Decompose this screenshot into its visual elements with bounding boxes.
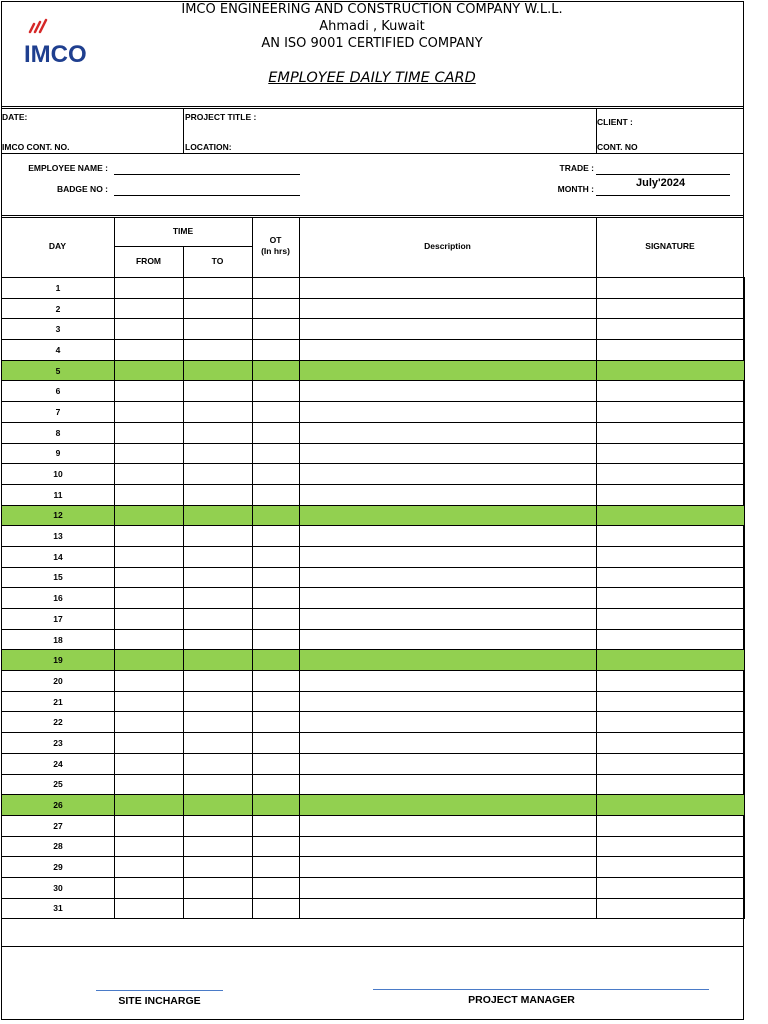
day-table bbox=[1, 277, 745, 919]
day-row bbox=[2, 671, 745, 692]
project-manager-label: PROJECT MANAGER bbox=[468, 994, 575, 1006]
to-cell[interactable] bbox=[184, 484, 253, 505]
day-number-cell: 18 bbox=[2, 629, 115, 650]
to-cell[interactable] bbox=[184, 588, 253, 609]
to-cell[interactable] bbox=[184, 381, 253, 402]
from-cell[interactable] bbox=[115, 877, 184, 898]
day-number-cell: 12 bbox=[2, 505, 115, 526]
from-cell[interactable] bbox=[115, 464, 184, 485]
day-number-cell: 15 bbox=[2, 567, 115, 588]
description-cell[interactable] bbox=[300, 753, 597, 774]
signature-cell[interactable] bbox=[597, 360, 745, 381]
day-row bbox=[2, 712, 745, 733]
ot-cell[interactable] bbox=[253, 340, 300, 361]
day-number-cell: 24 bbox=[2, 753, 115, 774]
day-number-cell: 26 bbox=[2, 795, 115, 816]
day-row bbox=[2, 526, 745, 547]
ot-cell[interactable] bbox=[253, 484, 300, 505]
to-cell[interactable] bbox=[184, 898, 253, 919]
from-cell[interactable] bbox=[115, 733, 184, 754]
ot-cell[interactable] bbox=[253, 443, 300, 464]
description-cell[interactable] bbox=[300, 712, 597, 733]
day-row bbox=[2, 505, 745, 526]
signature-cell[interactable] bbox=[597, 567, 745, 588]
to-cell[interactable] bbox=[184, 733, 253, 754]
logo-text: IMCO bbox=[24, 41, 87, 66]
description-cell[interactable] bbox=[300, 609, 597, 630]
description-cell[interactable] bbox=[300, 629, 597, 650]
to-cell[interactable] bbox=[184, 360, 253, 381]
signature-cell[interactable] bbox=[597, 629, 745, 650]
employee-name-label: EMPLOYEE NAME : bbox=[28, 163, 108, 173]
description-cell[interactable] bbox=[300, 898, 597, 919]
to-cell[interactable] bbox=[184, 815, 253, 836]
day-row bbox=[2, 567, 745, 588]
to-cell[interactable] bbox=[184, 836, 253, 857]
description-cell[interactable] bbox=[300, 360, 597, 381]
ot-cell[interactable] bbox=[253, 774, 300, 795]
from-header: FROM bbox=[135, 256, 162, 266]
day-row bbox=[2, 815, 745, 836]
to-cell[interactable] bbox=[184, 278, 253, 299]
day-row bbox=[2, 381, 745, 402]
day-row bbox=[2, 733, 745, 754]
day-row bbox=[2, 340, 745, 361]
day-number-cell: 21 bbox=[2, 691, 115, 712]
description-cell[interactable] bbox=[300, 484, 597, 505]
from-cell[interactable] bbox=[115, 443, 184, 464]
description-cell[interactable] bbox=[300, 671, 597, 692]
signature-cell[interactable] bbox=[597, 464, 745, 485]
month-value[interactable]: July'2024 bbox=[636, 177, 686, 189]
ot-cell[interactable] bbox=[253, 898, 300, 919]
divider bbox=[1, 153, 744, 154]
time-header: TIME bbox=[172, 226, 194, 236]
from-cell[interactable] bbox=[115, 671, 184, 692]
signature-cell[interactable] bbox=[597, 443, 745, 464]
from-cell[interactable] bbox=[115, 278, 184, 299]
to-cell[interactable] bbox=[184, 629, 253, 650]
to-cell[interactable] bbox=[184, 774, 253, 795]
to-cell[interactable] bbox=[184, 443, 253, 464]
ot-cell[interactable] bbox=[253, 691, 300, 712]
signature-cell[interactable] bbox=[597, 671, 745, 692]
description-cell[interactable] bbox=[300, 340, 597, 361]
signature-cell[interactable] bbox=[597, 774, 745, 795]
from-cell[interactable] bbox=[115, 774, 184, 795]
from-cell[interactable] bbox=[115, 815, 184, 836]
to-cell[interactable] bbox=[184, 857, 253, 878]
day-row bbox=[2, 609, 745, 630]
signature-header: SIGNATURE bbox=[645, 241, 695, 251]
ot-cell[interactable] bbox=[253, 278, 300, 299]
divider bbox=[1, 106, 744, 107]
from-cell[interactable] bbox=[115, 609, 184, 630]
description-cell[interactable] bbox=[300, 278, 597, 299]
day-row bbox=[2, 857, 745, 878]
to-cell[interactable] bbox=[184, 319, 253, 340]
day-number-cell: 17 bbox=[2, 609, 115, 630]
from-cell[interactable] bbox=[115, 712, 184, 733]
signature-cell[interactable] bbox=[597, 298, 745, 319]
from-cell[interactable] bbox=[115, 836, 184, 857]
from-cell[interactable] bbox=[115, 795, 184, 816]
description-cell[interactable] bbox=[300, 588, 597, 609]
from-cell[interactable] bbox=[115, 526, 184, 547]
description-cell[interactable] bbox=[300, 857, 597, 878]
day-number-cell: 20 bbox=[2, 671, 115, 692]
signature-cell[interactable] bbox=[597, 278, 745, 299]
day-row bbox=[2, 836, 745, 857]
day-row bbox=[2, 898, 745, 919]
description-cell[interactable] bbox=[300, 319, 597, 340]
ot-cell[interactable] bbox=[253, 712, 300, 733]
from-cell[interactable] bbox=[115, 898, 184, 919]
ot-header bbox=[252, 235, 299, 257]
day-number-cell: 27 bbox=[2, 815, 115, 836]
description-cell[interactable] bbox=[300, 877, 597, 898]
day-number-cell: 10 bbox=[2, 464, 115, 485]
trade-field[interactable] bbox=[596, 174, 730, 175]
month-label: MONTH : bbox=[557, 184, 594, 194]
day-number-cell: 16 bbox=[2, 588, 115, 609]
from-cell[interactable] bbox=[115, 360, 184, 381]
day-number-cell: 29 bbox=[2, 857, 115, 878]
document-title: EMPLOYEE DAILY TIME CARD bbox=[268, 70, 476, 86]
project-title-label: PROJECT TITLE : bbox=[185, 112, 257, 122]
ot-cell[interactable] bbox=[253, 629, 300, 650]
signature-cell[interactable] bbox=[597, 402, 745, 423]
from-cell[interactable] bbox=[115, 484, 184, 505]
divider bbox=[1, 108, 744, 109]
month-field bbox=[596, 195, 730, 196]
ot-cell[interactable] bbox=[253, 650, 300, 671]
signature-cell[interactable] bbox=[597, 733, 745, 754]
site-incharge-label: SITE INCHARGE bbox=[118, 995, 201, 1007]
ot-cell[interactable] bbox=[253, 319, 300, 340]
description-cell[interactable] bbox=[300, 650, 597, 671]
from-cell[interactable] bbox=[115, 340, 184, 361]
day-row bbox=[2, 774, 745, 795]
badge-no-label: BADGE NO : bbox=[57, 184, 108, 194]
to-cell[interactable] bbox=[184, 609, 253, 630]
ot-cell[interactable] bbox=[253, 402, 300, 423]
ot-cell[interactable] bbox=[253, 422, 300, 443]
description-cell[interactable] bbox=[300, 815, 597, 836]
day-number-cell: 6 bbox=[2, 381, 115, 402]
to-cell[interactable] bbox=[184, 671, 253, 692]
signature-cell[interactable] bbox=[597, 712, 745, 733]
ot-header-label: OT bbox=[269, 235, 282, 245]
divider bbox=[1, 215, 744, 216]
to-header: TO bbox=[211, 256, 224, 266]
from-cell[interactable] bbox=[115, 546, 184, 567]
to-cell[interactable] bbox=[184, 546, 253, 567]
signature-cell[interactable] bbox=[597, 857, 745, 878]
from-cell[interactable] bbox=[115, 505, 184, 526]
to-cell[interactable] bbox=[184, 298, 253, 319]
client-label: CLIENT : bbox=[597, 117, 633, 127]
from-cell[interactable] bbox=[115, 402, 184, 423]
day-row bbox=[2, 298, 745, 319]
day-number-cell: 3 bbox=[2, 319, 115, 340]
to-cell[interactable] bbox=[184, 753, 253, 774]
signature-cell[interactable] bbox=[597, 381, 745, 402]
description-cell[interactable] bbox=[300, 422, 597, 443]
signature-cell[interactable] bbox=[597, 422, 745, 443]
day-number-cell: 28 bbox=[2, 836, 115, 857]
description-cell[interactable] bbox=[300, 795, 597, 816]
description-cell[interactable] bbox=[300, 381, 597, 402]
signature-cell[interactable] bbox=[597, 526, 745, 547]
day-row bbox=[2, 278, 745, 299]
to-cell[interactable] bbox=[184, 712, 253, 733]
day-number-cell: 11 bbox=[2, 484, 115, 505]
day-row bbox=[2, 402, 745, 423]
description-cell[interactable] bbox=[300, 567, 597, 588]
from-cell[interactable] bbox=[115, 588, 184, 609]
day-row bbox=[2, 546, 745, 567]
to-cell[interactable] bbox=[184, 340, 253, 361]
signature-cell[interactable] bbox=[597, 588, 745, 609]
description-header: Description bbox=[424, 241, 471, 251]
ot-cell[interactable] bbox=[253, 546, 300, 567]
signature-cell[interactable] bbox=[597, 877, 745, 898]
employee-name-field[interactable] bbox=[114, 174, 300, 175]
ot-cell[interactable] bbox=[253, 588, 300, 609]
signature-cell[interactable] bbox=[597, 650, 745, 671]
signature-cell[interactable] bbox=[597, 484, 745, 505]
day-number-cell: 30 bbox=[2, 877, 115, 898]
description-cell[interactable] bbox=[300, 691, 597, 712]
to-cell[interactable] bbox=[184, 650, 253, 671]
ot-cell[interactable] bbox=[253, 567, 300, 588]
trade-label: TRADE : bbox=[559, 163, 594, 173]
from-cell[interactable] bbox=[115, 381, 184, 402]
day-row bbox=[2, 422, 745, 443]
day-number-cell: 2 bbox=[2, 298, 115, 319]
ot-cell[interactable] bbox=[253, 360, 300, 381]
signature-cell[interactable] bbox=[597, 795, 745, 816]
badge-no-field[interactable] bbox=[114, 195, 300, 196]
cont-no-label: CONT. NO bbox=[597, 142, 638, 152]
ot-cell[interactable] bbox=[253, 815, 300, 836]
description-cell[interactable] bbox=[300, 443, 597, 464]
day-row bbox=[2, 877, 745, 898]
day-row bbox=[2, 691, 745, 712]
day-row bbox=[2, 753, 745, 774]
signature-cell[interactable] bbox=[597, 609, 745, 630]
to-cell[interactable] bbox=[184, 402, 253, 423]
description-cell[interactable] bbox=[300, 298, 597, 319]
company-certification: AN ISO 9001 CERTIFIED COMPANY bbox=[261, 36, 483, 51]
day-row bbox=[2, 484, 745, 505]
day-header: DAY bbox=[48, 241, 67, 251]
day-number-cell: 5 bbox=[2, 360, 115, 381]
day-row bbox=[2, 360, 745, 381]
day-row bbox=[2, 464, 745, 485]
day-number-cell: 1 bbox=[2, 278, 115, 299]
from-cell[interactable] bbox=[115, 857, 184, 878]
to-cell[interactable] bbox=[184, 505, 253, 526]
site-incharge-signature-line[interactable] bbox=[96, 990, 223, 991]
signature-cell[interactable] bbox=[597, 815, 745, 836]
imco-cont-label: IMCO CONT. NO. bbox=[2, 142, 70, 152]
day-row bbox=[2, 588, 745, 609]
ot-cell[interactable] bbox=[253, 464, 300, 485]
from-cell[interactable] bbox=[115, 629, 184, 650]
date-label: DATE: bbox=[2, 112, 28, 122]
ot-cell[interactable] bbox=[253, 753, 300, 774]
from-cell[interactable] bbox=[115, 298, 184, 319]
signature-cell[interactable] bbox=[597, 898, 745, 919]
description-cell[interactable] bbox=[300, 464, 597, 485]
signature-cell[interactable] bbox=[597, 691, 745, 712]
description-cell[interactable] bbox=[300, 505, 597, 526]
ot-cell[interactable] bbox=[253, 733, 300, 754]
day-number-cell: 13 bbox=[2, 526, 115, 547]
location-label: LOCATION: bbox=[185, 142, 232, 152]
from-cell[interactable] bbox=[115, 422, 184, 443]
from-cell[interactable] bbox=[115, 319, 184, 340]
day-number-cell: 4 bbox=[2, 340, 115, 361]
day-number-cell: 14 bbox=[2, 546, 115, 567]
day-row bbox=[2, 650, 745, 671]
day-number-cell: 9 bbox=[2, 443, 115, 464]
project-manager-signature-line[interactable] bbox=[373, 989, 709, 990]
ot-cell[interactable] bbox=[253, 877, 300, 898]
to-cell[interactable] bbox=[184, 422, 253, 443]
signature-cell[interactable] bbox=[597, 546, 745, 567]
ot-cell[interactable] bbox=[253, 795, 300, 816]
day-number-cell: 25 bbox=[2, 774, 115, 795]
description-cell[interactable] bbox=[300, 526, 597, 547]
day-number-cell: 31 bbox=[2, 898, 115, 919]
day-number-cell: 19 bbox=[2, 650, 115, 671]
description-cell[interactable] bbox=[300, 774, 597, 795]
day-row bbox=[2, 443, 745, 464]
ot-cell[interactable] bbox=[253, 505, 300, 526]
ot-cell[interactable] bbox=[253, 857, 300, 878]
company-name: IMCO ENGINEERING AND CONSTRUCTION COMPANY W.L.L. bbox=[181, 2, 563, 17]
ot-cell[interactable] bbox=[253, 298, 300, 319]
ot-cell[interactable] bbox=[253, 526, 300, 547]
company-city: Ahmadi , Kuwait bbox=[319, 19, 425, 34]
ot-cell[interactable] bbox=[253, 609, 300, 630]
ot-header-unit: (In hrs) bbox=[261, 246, 290, 256]
from-cell[interactable] bbox=[115, 753, 184, 774]
signature-cell[interactable] bbox=[597, 753, 745, 774]
day-row bbox=[2, 629, 745, 650]
from-cell[interactable] bbox=[115, 567, 184, 588]
ot-cell[interactable] bbox=[253, 381, 300, 402]
description-cell[interactable] bbox=[300, 402, 597, 423]
to-cell[interactable] bbox=[184, 526, 253, 547]
description-cell[interactable] bbox=[300, 546, 597, 567]
ot-cell[interactable] bbox=[253, 836, 300, 857]
to-cell[interactable] bbox=[184, 567, 253, 588]
to-cell[interactable] bbox=[184, 795, 253, 816]
day-number-cell: 7 bbox=[2, 402, 115, 423]
signature-cell[interactable] bbox=[597, 505, 745, 526]
to-cell[interactable] bbox=[184, 464, 253, 485]
signature-cell[interactable] bbox=[597, 836, 745, 857]
divider bbox=[1, 217, 744, 218]
day-row bbox=[2, 319, 745, 340]
description-cell[interactable] bbox=[300, 733, 597, 754]
day-row bbox=[2, 795, 745, 816]
ot-cell[interactable] bbox=[253, 671, 300, 692]
from-cell[interactable] bbox=[115, 650, 184, 671]
divider bbox=[1, 946, 744, 947]
description-cell[interactable] bbox=[300, 836, 597, 857]
signature-cell[interactable] bbox=[597, 340, 745, 361]
to-cell[interactable] bbox=[184, 877, 253, 898]
day-number-cell: 23 bbox=[2, 733, 115, 754]
to-cell[interactable] bbox=[184, 691, 253, 712]
signature-cell[interactable] bbox=[597, 319, 745, 340]
from-cell[interactable] bbox=[115, 691, 184, 712]
day-number-cell: 22 bbox=[2, 712, 115, 733]
day-number-cell: 8 bbox=[2, 422, 115, 443]
divider bbox=[183, 108, 184, 154]
